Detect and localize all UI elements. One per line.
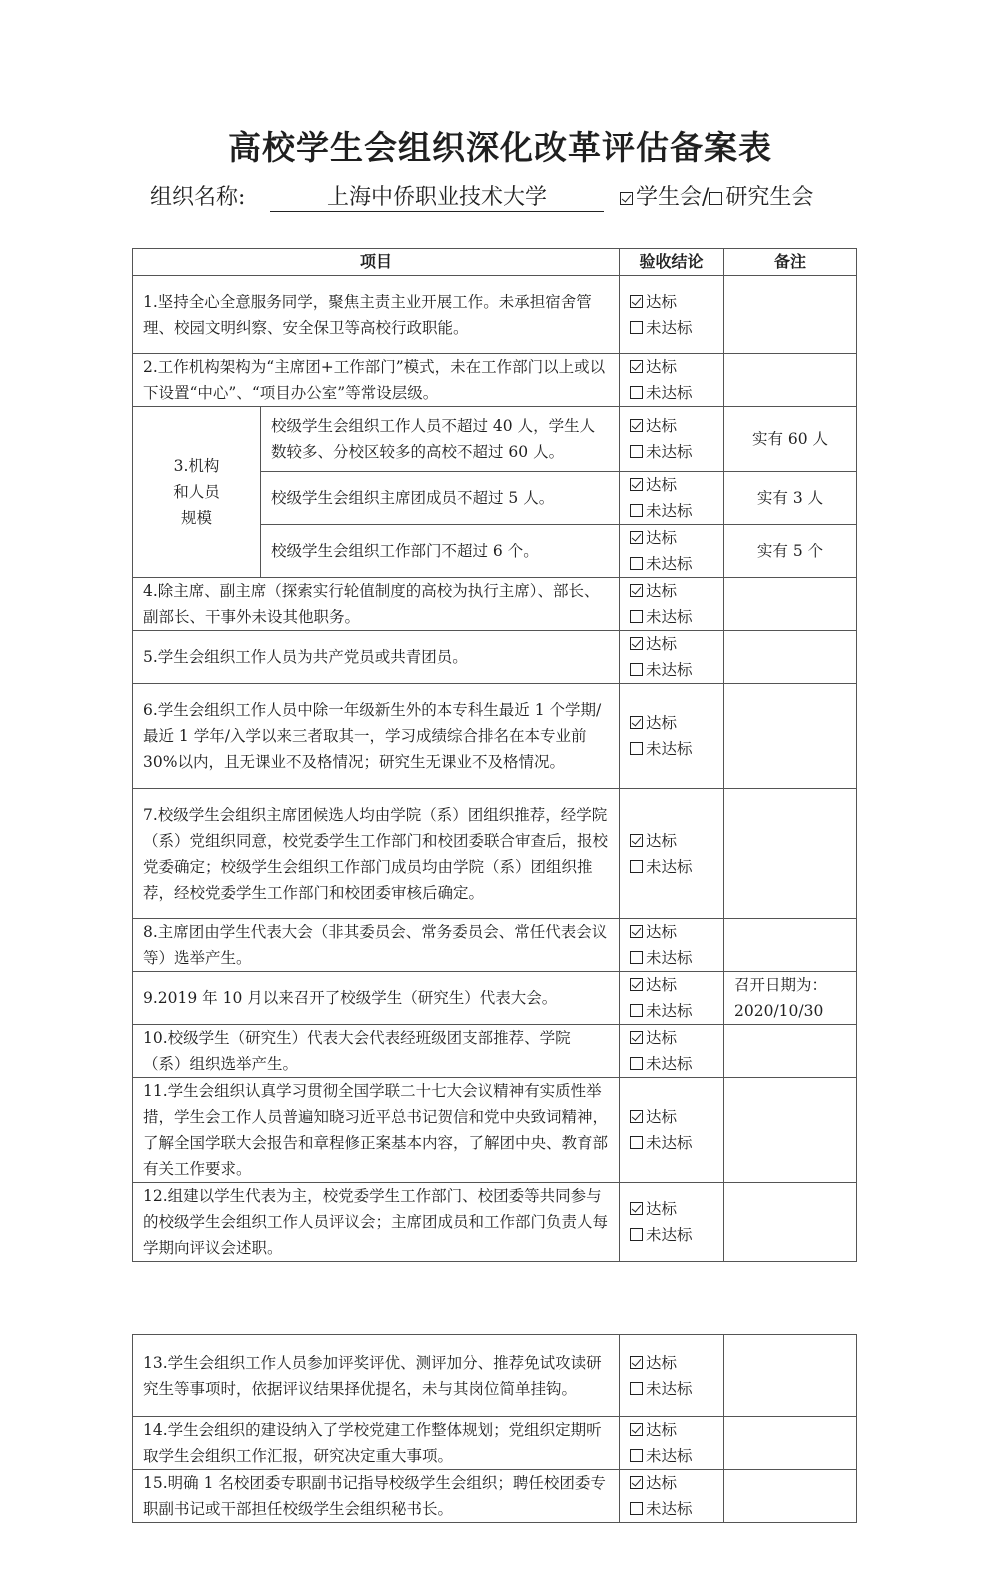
pass-label: 达标 <box>646 1108 678 1126</box>
verdict-fail-option[interactable] <box>630 1051 723 1077</box>
empty-box-icon[interactable] <box>630 1449 643 1462</box>
verdict-fail-option[interactable] <box>630 945 723 971</box>
verdict-pass-option[interactable] <box>630 578 723 604</box>
verdict-pass-option[interactable] <box>630 1196 723 1222</box>
verdict-fail-option[interactable] <box>630 604 723 630</box>
empty-box-icon[interactable] <box>630 386 643 399</box>
graduate-union-checkbox-icon[interactable] <box>709 192 722 205</box>
row-note <box>724 1417 857 1470</box>
pass-label: 达标 <box>646 635 678 653</box>
checked-box-icon[interactable] <box>630 716 643 729</box>
verdict-fail-option[interactable] <box>630 1443 723 1469</box>
pass-label: 达标 <box>646 1353 678 1372</box>
group3-label <box>133 407 261 578</box>
row-item-text: 校级学生会组织工作人员不超过 40 人，学生人数较多、分校区较多的高校不超过 60 人。 <box>261 407 620 472</box>
checked-box-icon[interactable] <box>630 834 643 847</box>
table-row <box>133 578 857 631</box>
row-verdict <box>620 1025 724 1078</box>
header-note: 备注 <box>724 249 857 276</box>
verdict-fail-option[interactable] <box>630 736 723 762</box>
verdict-pass-option[interactable] <box>630 289 723 315</box>
table-row <box>133 1078 857 1183</box>
fail-label: 未达标 <box>646 1134 693 1152</box>
verdict-fail-option[interactable] <box>630 380 723 406</box>
table-row <box>133 631 857 684</box>
fail-label: 未达标 <box>646 949 693 967</box>
checked-box-icon[interactable] <box>630 1202 643 1215</box>
empty-box-icon[interactable] <box>630 1004 643 1017</box>
fail-label: 未达标 <box>646 318 693 337</box>
pass-label: 达标 <box>646 831 678 850</box>
checked-box-icon[interactable] <box>630 1356 643 1369</box>
verdict-pass-option[interactable] <box>630 972 723 998</box>
row-note <box>724 1335 857 1417</box>
verdict-pass-option[interactable] <box>630 828 723 854</box>
graduate-union-label: 研究生会 <box>725 185 814 210</box>
row-item-text: 11.学生会组织认真学习贯彻全国学联二十七大会议精神有实质性举措，学生会工作人员普遍知晓习近平总书记贺信和党中央致词精神，了解全国学联大会报告和章程修正案基本内容，了解团中央、教育部有关工作要求。 <box>133 1078 620 1183</box>
empty-box-icon[interactable] <box>630 610 643 623</box>
row-note <box>724 578 857 631</box>
checked-box-icon[interactable] <box>630 295 643 308</box>
pass-label: 达标 <box>646 417 678 435</box>
row-item-text: 7.校级学生会组织主席团候选人均由学院（系）团组织推荐，经学院（系）党组织同意，校党委学生工作部门和校团委联合审查后，报校党委确定；校级学生会组织工作部门成员均由学院（系）团组织推荐，经校党委学生工作部门和校团委审核后确定。 <box>133 789 620 919</box>
table-header-row <box>133 249 857 276</box>
verdict-fail-option[interactable] <box>630 854 723 880</box>
row-verdict <box>620 684 724 789</box>
row-verdict <box>620 407 724 472</box>
row-note <box>724 354 857 407</box>
verdict-pass-option[interactable] <box>630 354 723 380</box>
row-item-text: 15.明确 1 名校团委专职副书记指导校级学生会组织；聘任校团委专职副书记或干部担任校级学生会组织秘书长。 <box>133 1470 620 1523</box>
table-row <box>133 1417 857 1470</box>
table-row <box>133 972 857 1025</box>
empty-box-icon[interactable] <box>630 557 643 570</box>
row-verdict <box>620 578 724 631</box>
row-note <box>724 1025 857 1078</box>
table-row <box>133 407 857 472</box>
verdict-pass-option[interactable] <box>630 631 723 657</box>
org-name-label: 组织名称: <box>150 185 246 210</box>
fail-label: 未达标 <box>646 1002 693 1020</box>
row-note <box>724 1078 857 1183</box>
pass-label: 达标 <box>646 1029 678 1047</box>
empty-box-icon[interactable] <box>630 1228 643 1241</box>
row-note <box>724 631 857 684</box>
verdict-pass-option[interactable] <box>630 1417 723 1443</box>
pass-label: 达标 <box>646 714 678 732</box>
verdict-fail-option[interactable] <box>630 998 723 1024</box>
fail-label: 未达标 <box>646 555 693 573</box>
row-note <box>724 972 857 1025</box>
row-item-text: 10.校级学生（研究生）代表大会代表经班级团支部推荐、学院（系）组织选举产生。 <box>133 1025 620 1078</box>
checked-box-icon[interactable] <box>630 925 643 938</box>
student-union-checkbox-icon[interactable] <box>620 192 633 205</box>
verdict-pass-option[interactable] <box>630 1470 723 1496</box>
verdict-pass-option[interactable] <box>630 1104 723 1130</box>
row-note <box>724 919 857 972</box>
verdict-fail-option[interactable] <box>630 1376 723 1402</box>
empty-box-icon[interactable] <box>630 951 643 964</box>
fail-label: 未达标 <box>646 502 693 520</box>
empty-box-icon[interactable] <box>630 504 643 517</box>
empty-box-icon[interactable] <box>630 1136 643 1149</box>
pass-label: 达标 <box>646 582 678 600</box>
table-row <box>133 1183 857 1262</box>
row-note: 实有 60 人 <box>724 407 857 472</box>
verdict-pass-option[interactable] <box>630 1025 723 1051</box>
row-verdict <box>620 789 724 919</box>
checked-box-icon[interactable] <box>630 637 643 650</box>
pass-label: 达标 <box>646 1200 678 1218</box>
table-row <box>133 684 857 789</box>
meeting-date-value: 2020/10/30 <box>734 1002 824 1020</box>
student-union-label: 学生会/ <box>636 185 710 210</box>
empty-box-icon[interactable] <box>630 1502 643 1515</box>
form-title: 高校学生会组织深化改革评估备案表 <box>228 128 772 167</box>
row-item-text: 1.坚持全心全意服务同学，聚焦主责主业开展工作。未承担宿舍管理、校园文明纠察、安全保卫等高校行政职能。 <box>133 276 620 354</box>
row-item-text: 4.除主席、副主席（探索实行轮值制度的高校为执行主席）、部长、副部长、干事外未设其他职务。 <box>133 578 620 631</box>
row-item-text: 14.学生会组织的建设纳入了学校党建工作整体规划；党组织定期听取学生会组织工作汇报，研究决定重大事项。 <box>133 1417 620 1470</box>
org-type-options <box>620 180 813 211</box>
verdict-fail-option[interactable] <box>630 551 723 577</box>
assessment-table-part-2 <box>132 1334 857 1523</box>
fail-label: 未达标 <box>646 1226 693 1244</box>
fail-label: 未达标 <box>646 857 693 876</box>
row-verdict <box>620 1078 724 1183</box>
row-verdict <box>620 919 724 972</box>
row-verdict <box>620 354 724 407</box>
pass-label: 达标 <box>646 476 678 494</box>
empty-box-icon[interactable] <box>630 860 643 873</box>
fail-label: 未达标 <box>646 1055 693 1073</box>
row-note <box>724 276 857 354</box>
table-row <box>133 1470 857 1523</box>
row-item-text: 9.2019 年 10 月以来召开了校级学生（研究生）代表大会。 <box>133 972 620 1025</box>
verdict-fail-option[interactable] <box>630 1130 723 1156</box>
empty-box-icon[interactable] <box>630 742 643 755</box>
fail-label: 未达标 <box>646 384 693 402</box>
pass-label: 达标 <box>646 1474 678 1492</box>
fail-label: 未达标 <box>646 1500 693 1518</box>
header-verdict: 验收结论 <box>620 249 724 276</box>
table-row <box>133 919 857 972</box>
fail-label: 未达标 <box>646 443 693 461</box>
checked-box-icon[interactable] <box>630 360 643 373</box>
verdict-fail-option[interactable] <box>630 657 723 683</box>
verdict-pass-option[interactable] <box>630 413 723 439</box>
empty-box-icon[interactable] <box>630 663 643 676</box>
checked-box-icon[interactable] <box>630 419 643 432</box>
row-note <box>724 789 857 919</box>
checked-box-icon[interactable] <box>630 584 643 597</box>
row-verdict <box>620 1417 724 1470</box>
verdict-pass-option[interactable] <box>630 710 723 736</box>
verdict-fail-option[interactable] <box>630 1496 723 1522</box>
verdict-fail-option[interactable] <box>630 498 723 524</box>
assessment-table-part-1 <box>132 248 857 1262</box>
fail-label: 未达标 <box>646 661 693 679</box>
verdict-pass-option[interactable] <box>630 525 723 551</box>
empty-box-icon[interactable] <box>630 1057 643 1070</box>
row-item-text: 5.学生会组织工作人员为共产党员或共青团员。 <box>133 631 620 684</box>
pass-label: 达标 <box>646 976 678 994</box>
table-row <box>133 1335 857 1417</box>
pass-label: 达标 <box>646 1421 678 1439</box>
org-name-value: 上海中侨职业技术大学 <box>270 185 604 212</box>
table-row <box>133 789 857 919</box>
row-item-text: 6.学生会组织工作人员中除一年级新生外的本专科生最近 1 个学期/最近 1 学年/入学以来三者取其一，学习成绩综合排名在本专业前 30%以内，且无课业不及格情况；研究生无课业不及格情况。 <box>133 684 620 789</box>
checked-box-icon[interactable] <box>630 1476 643 1489</box>
row-note <box>724 1470 857 1523</box>
empty-box-icon[interactable] <box>630 321 643 334</box>
pass-label: 达标 <box>646 358 678 376</box>
row-item-text: 校级学生会组织工作部门不超过 6 个。 <box>261 525 620 578</box>
fail-label: 未达标 <box>646 1379 693 1398</box>
row-item-text: 12.组建以学生代表为主，校党委学生工作部门、校团委等共同参与的校级学生会组织工作人员评议会；主席团成员和工作部门负责人每学期向评议会述职。 <box>133 1183 620 1262</box>
checked-box-icon[interactable] <box>630 1423 643 1436</box>
row-item-text: 2.工作机构架构为“主席团+工作部门”模式，未在工作部门以上或以下设置“中心”、“项目办公室”等常设层级。 <box>133 354 620 407</box>
fail-label: 未达标 <box>646 1447 693 1465</box>
row-note <box>724 684 857 789</box>
checked-box-icon[interactable] <box>630 978 643 991</box>
checked-box-icon[interactable] <box>630 531 643 544</box>
meeting-date-label: 召开日期为： <box>734 976 828 994</box>
row-verdict <box>620 472 724 525</box>
fail-label: 未达标 <box>646 740 693 758</box>
row-verdict <box>620 1335 724 1417</box>
checked-box-icon[interactable] <box>630 1031 643 1044</box>
pass-label: 达标 <box>646 529 678 547</box>
verdict-fail-option[interactable] <box>630 439 723 465</box>
table-row <box>133 354 857 407</box>
header-item: 项目 <box>133 249 620 276</box>
row-verdict <box>620 1183 724 1262</box>
verdict-fail-option[interactable] <box>630 1222 723 1248</box>
row-item-text: 13.学生会组织工作人员参加评奖评优、测评加分、推荐免试攻读研究生等事项时，依据评议结果择优提名，未与其岗位简单挂钩。 <box>133 1335 620 1417</box>
table-row <box>133 1025 857 1078</box>
empty-box-icon[interactable] <box>630 445 643 458</box>
row-item-text: 8.主席团由学生代表大会（非其委员会、常务委员会、常任代表会议等）选举产生。 <box>133 919 620 972</box>
checked-box-icon[interactable] <box>630 478 643 491</box>
checked-box-icon[interactable] <box>630 1110 643 1123</box>
verdict-pass-option[interactable] <box>630 1350 723 1376</box>
row-note: 实有 5 个 <box>724 525 857 578</box>
row-verdict <box>620 972 724 1025</box>
empty-box-icon[interactable] <box>630 1382 643 1395</box>
pass-label: 达标 <box>646 292 678 311</box>
row-verdict <box>620 276 724 354</box>
row-verdict <box>620 1470 724 1523</box>
row-note: 实有 3 人 <box>724 472 857 525</box>
table-row <box>133 276 857 354</box>
fail-label: 未达标 <box>646 608 693 626</box>
row-verdict <box>620 525 724 578</box>
verdict-pass-option[interactable] <box>630 472 723 498</box>
group3-label-text: 3.机构和人员规模 <box>173 457 220 527</box>
pass-label: 达标 <box>646 923 678 941</box>
row-verdict <box>620 631 724 684</box>
verdict-fail-option[interactable] <box>630 315 723 341</box>
verdict-pass-option[interactable] <box>630 919 723 945</box>
row-note <box>724 1183 857 1262</box>
row-item-text: 校级学生会组织主席团成员不超过 5 人。 <box>261 472 620 525</box>
organization-line <box>150 180 870 214</box>
